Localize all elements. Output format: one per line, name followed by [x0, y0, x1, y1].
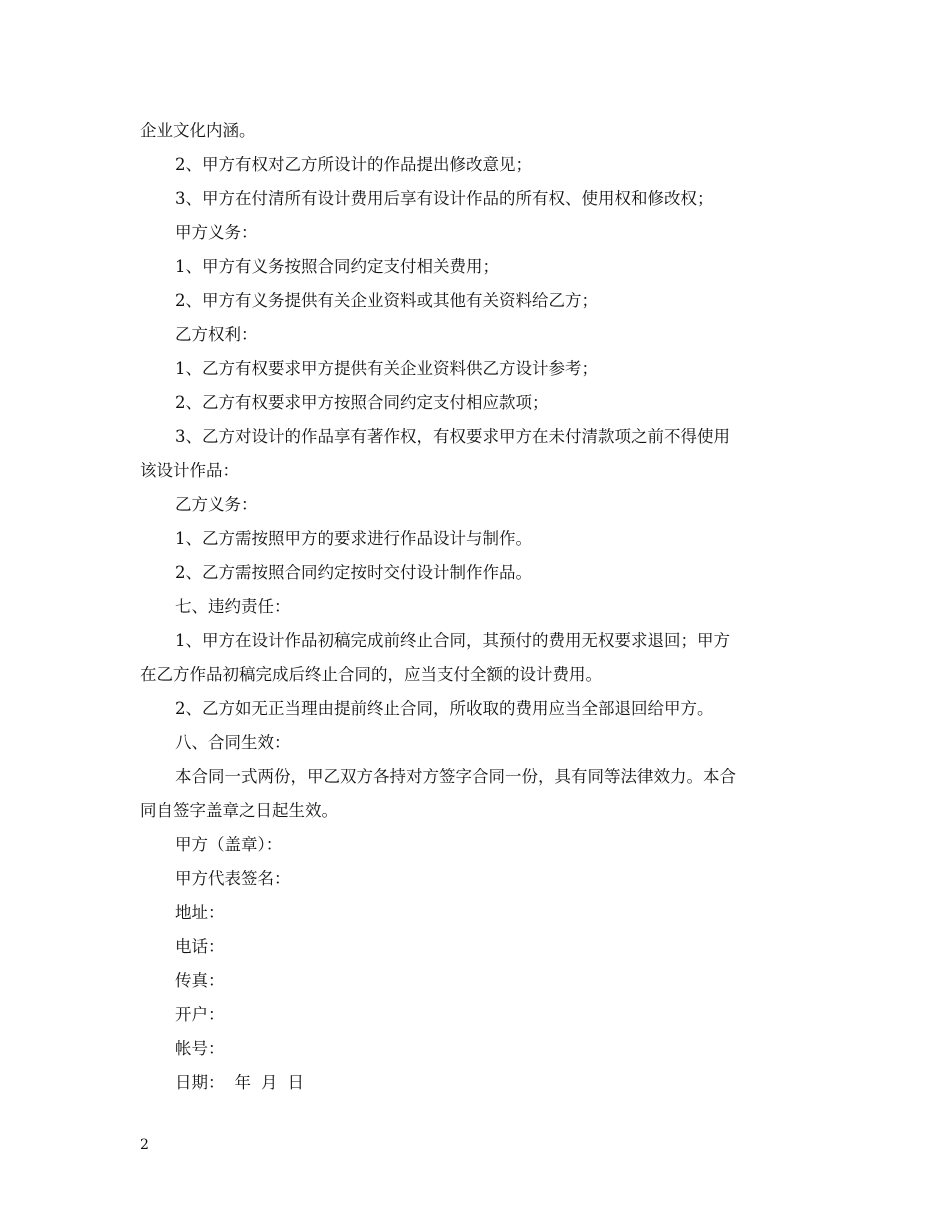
date-label: 日期： [175, 1073, 225, 1092]
text-line: 甲方（盖章）： [175, 835, 283, 854]
text-line: 乙方义务： [175, 495, 258, 514]
document-body [140, 114, 812, 1100]
text-line: 电话： [175, 937, 225, 956]
text-line: 1、甲方在设计作品初稿完成前终止合同，其预付的费用无权要求退回；甲方 [175, 631, 730, 650]
text-line: 2、甲方有义务提供有关企业资料或其他有关资料给乙方； [175, 291, 598, 310]
text-line: 在乙方作品初稿完成后终止合同的，应当支付全额的设计费用。 [140, 665, 602, 684]
text-line: 1、乙方有权要求甲方提供有关企业资料供乙方设计参考； [175, 359, 598, 378]
text-line: 传真： [175, 971, 225, 990]
text-line: 地址： [175, 903, 225, 922]
text-line: 八、合同生效： [175, 733, 291, 752]
text-line: 1、乙方需按照甲方的要求进行作品设计与制作。 [175, 529, 532, 548]
text-line: 2、乙方需按照合同约定按时交付设计制作作品。 [175, 563, 532, 582]
text-line: 该设计作品： [140, 461, 239, 480]
text-line: 1、甲方有义务按照合同约定支付相关费用； [175, 257, 499, 276]
text-line: 甲方代表签名： [175, 869, 291, 888]
text-line: 同自签字盖章之日起生效。 [140, 801, 338, 820]
text-line: 开户： [175, 1005, 225, 1024]
text-line: 企业文化内涵。 [140, 121, 256, 140]
text-line: 乙方权利： [175, 325, 258, 344]
text-line: 本合同一式两份，甲乙双方各持对方签字合同一份，具有同等法律效力。本合 [175, 767, 736, 786]
text-line: 2、甲方有权对乙方所设计的作品提出修改意见； [175, 155, 532, 174]
date-month: 月 [261, 1073, 278, 1092]
text-line: 3、乙方对设计的作品享有著作权，有权要求甲方在未付清款项之前不得使用 [175, 427, 730, 446]
date-year: 年 [234, 1073, 251, 1092]
date-line [140, 1066, 812, 1100]
date-day: 日 [287, 1073, 304, 1092]
text-line: 3、甲方在付清所有设计费用后享有设计作品的所有权、使用权和修改权； [175, 189, 714, 208]
text-line: 七、违约责任： [175, 597, 291, 616]
text-line: 2、乙方如无正当理由提前终止合同，所收取的费用应当全部退回给甲方。 [175, 699, 714, 718]
text-line: 甲方义务： [175, 223, 258, 242]
text-line: 帐号： [175, 1039, 225, 1058]
text-line: 2、乙方有权要求甲方按照合同约定支付相应款项； [175, 393, 549, 412]
page-number: 2 [140, 1137, 149, 1153]
